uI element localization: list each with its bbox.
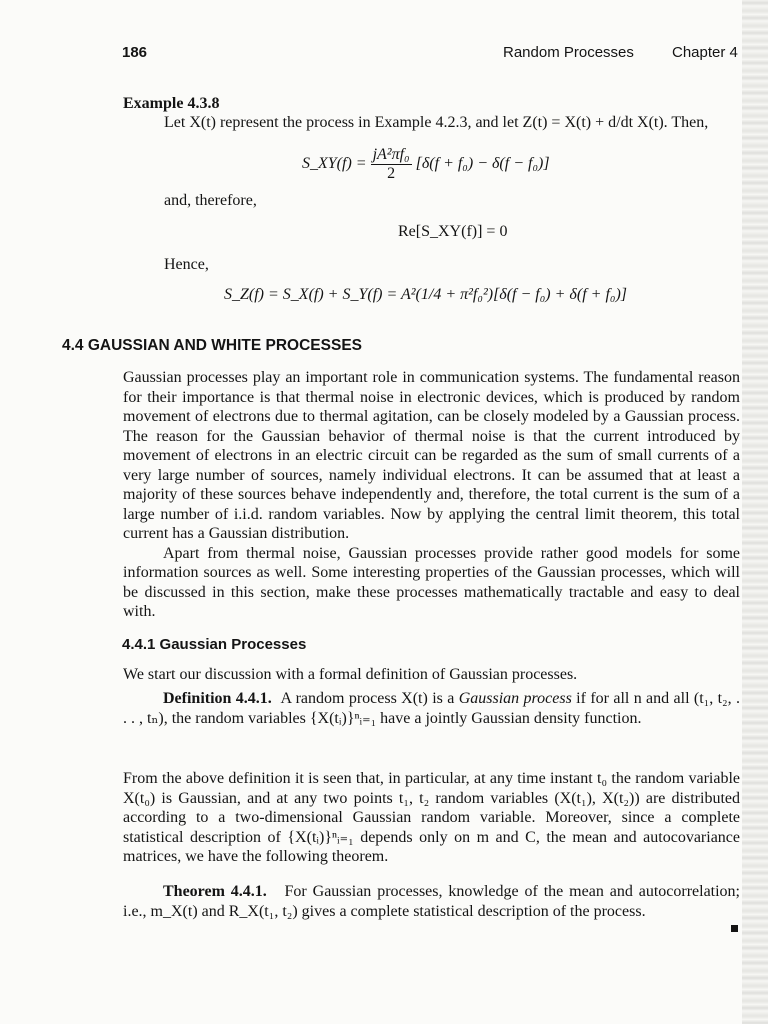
theorem-block — [123, 882, 740, 921]
equation-sz: S_Z(f) = S_X(f) + S_Y(f) = A²(1/4 + π²f₀²)[δ(f − f₀) + δ(f + f₀)] — [224, 286, 627, 303]
definition-block — [123, 689, 740, 728]
chapter-label: Chapter 4 — [672, 44, 738, 61]
section-paragraph-2: Apart from thermal noise, Gaussian processes provide rather good models for some information sources as well. Some interesting properties of the Gaussian processes, which will be discussed in this section, make these processes mathematically tractable and easy to deal with. — [123, 544, 740, 620]
definition-term: Gaussian process — [458, 690, 572, 707]
fraction-denominator: 2 — [387, 165, 396, 182]
definition-label: Definition 4.4.1. — [163, 690, 272, 707]
subsection-heading: 4.4.1 Gaussian Processes — [122, 636, 307, 653]
discussion-paragraph: From the above definition it is seen that, in particular, at any time instant t₀ the random variable X(t₀) is Gaussian, and at any two points t₁, t₂ random variables (X(t₁), X(t₂)) are distributed according to a two-dimensional Gaussian random variable. Moreover, since a complete statistical description of {X(tᵢ)}ⁿᵢ₌₁ depends only on m and C, the mean and autocovariance matrices, we have the following theorem. — [123, 770, 740, 865]
hence-text: Hence, — [164, 256, 209, 273]
equation-real-part: Re[S_XY(f)] = 0 — [398, 223, 508, 240]
section-body — [123, 368, 740, 622]
theorem-label: Theorem 4.4.1. — [163, 883, 267, 900]
example-intro: Let X(t) represent the process in Example 4.2.3, and let Z(t) = X(t) + d/dt X(t). Then, — [164, 114, 709, 131]
and-therefore-text: and, therefore, — [164, 192, 257, 209]
example-title: Example 4.3.8 — [123, 95, 220, 112]
running-title: Random Processes — [503, 44, 634, 61]
theorem-text: For Gaussian processes, knowledge of the mean and autocorrelation; i.e., m_X(t) and R_X(t₁, t₂) gives a complete statistical description of the process. — [123, 883, 741, 920]
definition-text-1: A random process X(t) is a — [280, 690, 459, 707]
section-paragraph-1: Gaussian processes play an important role in communication systems. The fundamental reason for their importance is that thermal noise in electronic devices, which is produced by random movement of electrons due to thermal agitation, can be closely modeled by a Gaussian process. The reason for the Gaussian behavior of thermal noise is that the current introduced by movement of electrons in an electric circuit can be regarded as the sum of small currents of a very large number of sources, namely individual electrons. It can be assumed that at least a majority of these sources behave independently and, therefore, the total current is the sum of a large number of i.i.d. random variables. Now by applying the central limit theorem, this total current has a Gaussian distribution. — [123, 369, 740, 542]
section-heading: 4.4 GAUSSIAN AND WHITE PROCESSES — [62, 337, 363, 354]
page-edge-scan-shadow — [742, 0, 768, 1024]
subsection-intro: We start our discussion with a formal definition of Gaussian processes. — [123, 666, 578, 683]
definition-text-2: if for all n and all (t₁, t₂, . . . , tₙ), the random variables {X(tᵢ)}ⁿᵢ₌₁ have a jointly Gaussian density function. — [123, 690, 740, 727]
equation-sxy-rhs: [δ(f + f₀) − δ(f − f₀)] — [415, 155, 550, 173]
equation-sxy-fraction — [371, 146, 412, 183]
end-of-proof-mark — [731, 925, 738, 932]
equation-sxy — [302, 146, 550, 183]
fraction-numerator: jA²πf₀ — [372, 146, 410, 163]
page-number: 186 — [122, 44, 148, 61]
equation-sxy-lhs: S_XY(f) = — [302, 155, 367, 173]
